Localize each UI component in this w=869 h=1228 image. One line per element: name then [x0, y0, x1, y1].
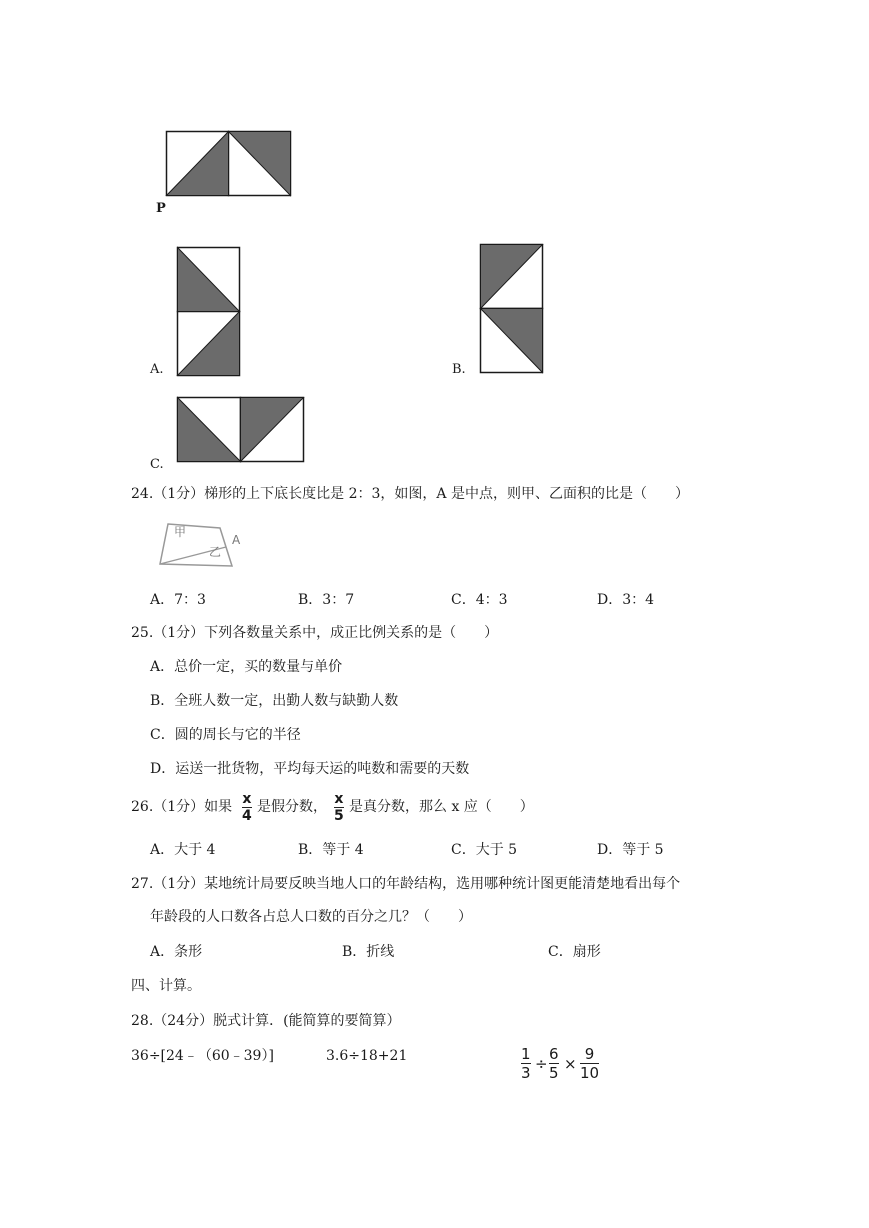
- frac-numerator: 9: [584, 1045, 595, 1063]
- frac-numerator: x: [242, 791, 252, 807]
- p-label: P: [156, 201, 166, 216]
- multiply-operator: ×: [564, 1055, 577, 1073]
- option-b-label: B.: [452, 362, 466, 377]
- frac-numerator: 1: [521, 1045, 531, 1063]
- frac-denominator: 10: [580, 1064, 600, 1082]
- section-heading: 四、计算。: [131, 978, 201, 994]
- q28-expression-2: 3.6÷18+21: [326, 1048, 408, 1064]
- fig-label-yi: 乙: [209, 545, 222, 559]
- q27-option-b: B．折线: [342, 944, 395, 960]
- figure-option-a: [177, 247, 241, 377]
- q26-fraction-x-over-5: [334, 792, 344, 823]
- q25-option-c: C．圆的周长与它的半径: [150, 727, 301, 743]
- figure-option-b: [480, 244, 544, 374]
- q24-option-a: A．7：3: [150, 592, 206, 608]
- q24-option-d: D．3：4: [597, 592, 655, 608]
- q28-fraction-9-10: [580, 1046, 599, 1081]
- q26-fraction-x-over-4: [242, 792, 252, 823]
- q27-option-c: C．扇形: [548, 944, 601, 960]
- option-a-label: A.: [150, 362, 164, 377]
- frac-denominator: 3: [521, 1064, 531, 1082]
- q26-option-b: B．等于 4: [298, 842, 364, 858]
- q28-expression-1: 36÷[24﹣（60﹣39）]: [131, 1048, 274, 1064]
- frac-denominator: 5: [549, 1064, 559, 1082]
- fig-label-a: A: [232, 533, 241, 547]
- option-c-label: C.: [150, 457, 164, 472]
- q26-prefix: 26.（1分）如果: [131, 799, 233, 815]
- q25-option-d: D．运送一批货物，平均每天运的吨数和需要的天数: [150, 761, 470, 777]
- q24-option-c: C．4：3: [451, 592, 508, 608]
- frac-denominator: 5: [334, 808, 344, 824]
- q28-fraction-6-5: [549, 1046, 559, 1081]
- q26-option-c: C．大于 5: [451, 842, 518, 858]
- q26-mid: 是假分数，: [257, 799, 327, 815]
- q27-option-a: A．条形: [150, 944, 203, 960]
- q28-stem: 28.（24分）脱式计算．(能简算的要简算）: [131, 1013, 401, 1029]
- q28-fraction-1-3: [521, 1046, 531, 1081]
- q24-stem: 24.（1分）梯形的上下底长度比是 2：3，如图，A 是中点，则甲、乙面积的比是（ ）: [131, 486, 689, 502]
- q25-option-a: A．总价一定，买的数量与单价: [150, 659, 343, 675]
- figure-p: [166, 131, 292, 197]
- q26-option-d: D．等于 5: [597, 842, 664, 858]
- q27-stem-line1: 27.（1分）某地统计局要反映当地人口的年龄结构，选用哪种统计图更能清楚地看出每个: [131, 876, 681, 892]
- frac-numerator: x: [334, 791, 344, 807]
- q25-option-b: B．全班人数一定，出勤人数与缺勤人数: [150, 693, 399, 709]
- divide-operator: ÷: [535, 1055, 548, 1073]
- frac-numerator: 6: [549, 1045, 559, 1063]
- fig-label-jia: 甲: [174, 525, 187, 539]
- q27-stem-line2: 年龄段的人口数各占总人口数的百分之几？（ ）: [150, 909, 472, 925]
- q25-stem: 25.（1分）下列各数量关系中，成正比例关系的是（ ）: [131, 625, 499, 641]
- q24-option-b: B．3：7: [298, 592, 355, 608]
- frac-denominator: 4: [242, 808, 252, 824]
- q26-option-a: A．大于 4: [150, 842, 216, 858]
- figure-option-c: [177, 397, 305, 463]
- q26-suffix: 是真分数，那么 x 应（ ）: [349, 799, 534, 815]
